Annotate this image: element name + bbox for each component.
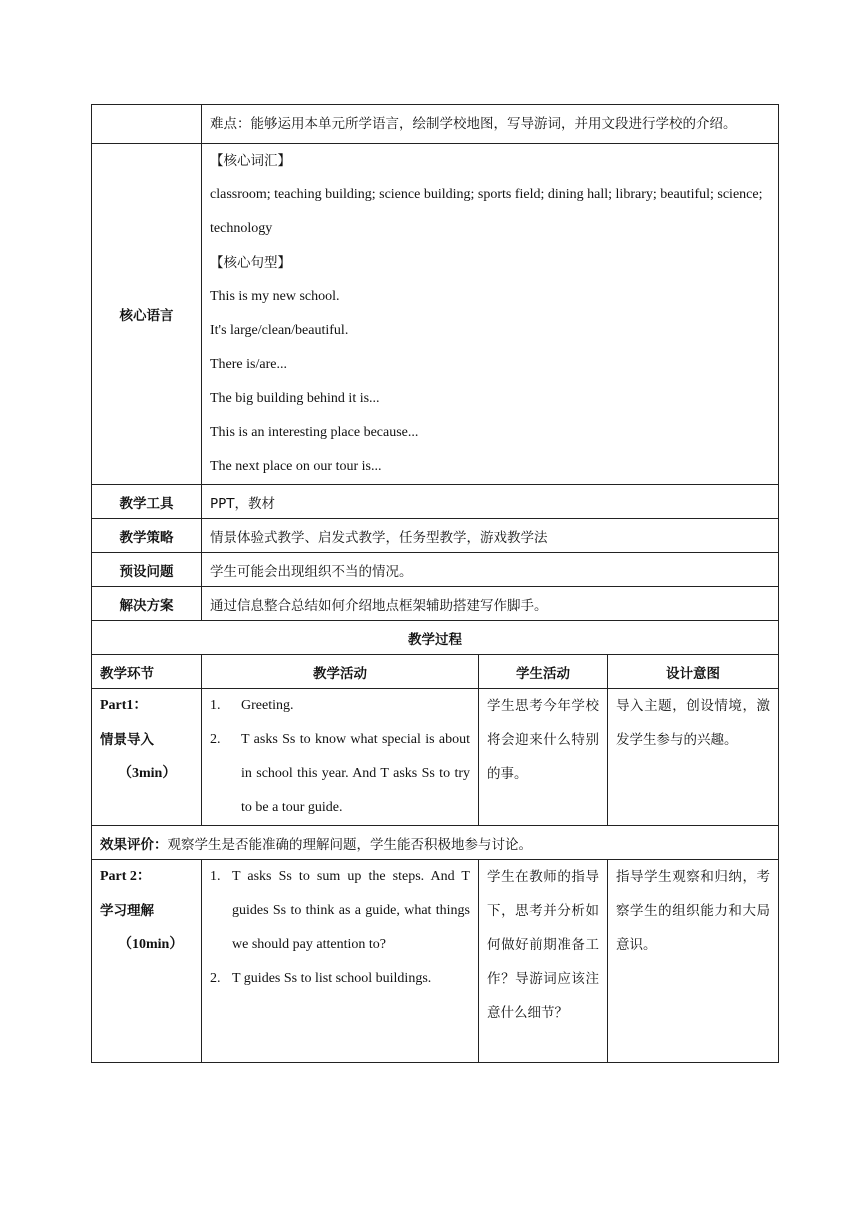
- header-design-intent: 设计意图: [608, 655, 779, 689]
- part1-activity-cell: [202, 689, 479, 826]
- info-row-solution: [92, 587, 779, 621]
- info-row-problems: [92, 553, 779, 587]
- part2-activity-cell: [202, 860, 479, 1063]
- info-value: PPT，教材: [202, 485, 779, 519]
- info-label: 教学策略: [92, 519, 202, 553]
- evaluation-row: [92, 826, 779, 860]
- part1-intent-cell: [608, 689, 779, 826]
- pattern-line: The big building behind it is...: [210, 391, 380, 406]
- info-label: 解决方案: [92, 587, 202, 621]
- evaluation-text: 观察学生是否能准确的理解问题，学生能否积极地参与讨论。: [167, 836, 532, 853]
- part1-stage-cell: [92, 689, 202, 826]
- list-number: 1.: [210, 698, 221, 713]
- difficulty-label-cell: [92, 105, 202, 144]
- header-stage: 教学环节: [92, 655, 202, 689]
- info-value: 通过信息整合总结如何介绍地点框架辅助搭建写作脚手。: [202, 587, 779, 621]
- info-label: 预设问题: [92, 553, 202, 587]
- core-language-row: [92, 144, 779, 485]
- part2-student-text: 学生在教师的指导下，思考并分析如何做好前期准备工作？导游词应该注意什么细节？: [487, 869, 599, 1021]
- part2-time: （10min）: [118, 937, 184, 952]
- pattern-line: There is/are...: [210, 357, 287, 372]
- list-text: Greeting.: [241, 698, 294, 713]
- part2-student-cell: [479, 860, 608, 1063]
- list-number: 2.: [210, 971, 221, 986]
- lesson-plan-table: [91, 104, 779, 1063]
- list-number: 2.: [210, 732, 221, 747]
- pattern-line: The next place on our tour is...: [210, 459, 382, 474]
- pattern-line: This is my new school.: [210, 289, 340, 304]
- part2-stage-cell: [92, 860, 202, 1063]
- part2-activity-list: [210, 860, 470, 996]
- evaluation-label: 效果评价：: [100, 836, 168, 853]
- difficulty-row: [92, 105, 779, 144]
- pattern-heading: 【核心句型】: [210, 255, 291, 271]
- list-number: 1.: [210, 869, 221, 884]
- part1-student-text: 学生思考今年学校将会迎来什么特别的事。: [487, 698, 599, 782]
- header-student-activity: 学生活动: [479, 655, 608, 689]
- part2-name-cn: 学习理解: [100, 903, 154, 919]
- part1-row: [92, 689, 779, 826]
- list-item: [210, 860, 470, 962]
- part1-name-en: Part1：: [100, 698, 148, 713]
- part2-name-en: Part 2：: [100, 869, 151, 884]
- part1-student-cell: [479, 689, 608, 826]
- list-text: T asks Ss to sum up the steps. And T guides Ss to think as a guide, what things we should pay attention to?: [232, 869, 470, 952]
- difficulty-cell: [202, 105, 779, 144]
- process-title: 教学过程: [92, 621, 779, 655]
- info-label: 教学工具: [92, 485, 202, 519]
- vocab-heading: 【核心词汇】: [210, 153, 291, 169]
- info-value: 情景体验式教学、启发式教学，任务型教学，游戏教学法: [202, 519, 779, 553]
- pattern-line: It's large/clean/beautiful.: [210, 323, 349, 338]
- pattern-line: This is an interesting place because...: [210, 425, 419, 440]
- vocab-text: classroom; teaching building; science building; sports field; dining hall; library; beautiful; science; technology: [210, 187, 763, 236]
- part1-activity-list: [210, 689, 470, 825]
- difficulty-text: 难点：能够运用本单元所学语言，绘制学校地图，写导游词，并用文段进行学校的介绍。: [210, 116, 737, 132]
- process-title-row: [92, 621, 779, 655]
- part2-intent-text: 指导学生观察和归纳，考察学生的组织能力和大局意识。: [616, 869, 771, 953]
- info-value: 学生可能会出现组织不当的情况。: [202, 553, 779, 587]
- list-text: T asks Ss to know what special is about in school this year. And T asks Ss to try to be a tour guide.: [241, 732, 470, 815]
- core-language-cell: [202, 144, 779, 485]
- list-item: [210, 962, 470, 996]
- core-language-label: 核心语言: [92, 144, 202, 485]
- part2-row: [92, 860, 779, 1063]
- part1-name-cn: 情景导入: [100, 732, 154, 748]
- lesson-plan-page: [91, 104, 778, 1063]
- header-teacher-activity: 教学活动: [202, 655, 479, 689]
- list-item: [210, 723, 470, 825]
- process-header-row: [92, 655, 779, 689]
- list-text: T guides Ss to list school buildings.: [232, 971, 432, 986]
- part1-intent-text: 导入主题，创设情境，激发学生参与的兴趣。: [616, 698, 771, 748]
- info-row-tools: [92, 485, 779, 519]
- info-row-strategy: [92, 519, 779, 553]
- list-item: [210, 689, 470, 723]
- part1-time: （3min）: [118, 766, 177, 781]
- part2-intent-cell: [608, 860, 779, 1063]
- evaluation-cell: [92, 826, 779, 860]
